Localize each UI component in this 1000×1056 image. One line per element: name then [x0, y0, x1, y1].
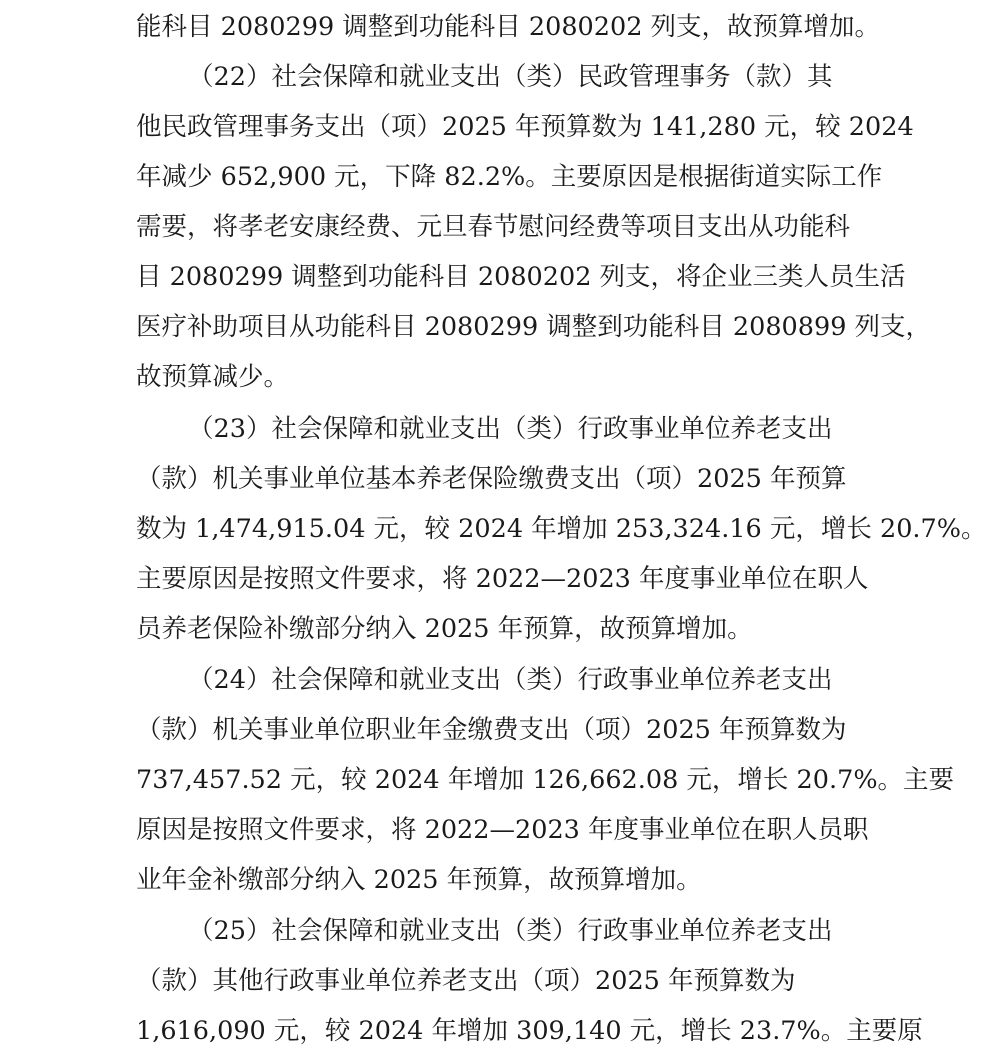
text-line: 1,616,090 元，较 2024 年增加 309,140 元，增长 23.7%。主要原	[136, 1016, 923, 1046]
text-line: （25）社会保障和就业支出（类）行政事业单位养老支出	[188, 916, 833, 946]
text-line: （款）机关事业单位基本养老保险缴费支出（项）2025 年预算	[136, 464, 847, 494]
text-line: （款）机关事业单位职业年金缴费支出（项）2025 年预算数为	[136, 715, 847, 745]
text-line: 业年金补缴部分纳入 2025 年预算，故预算增加。	[136, 865, 702, 895]
text-line: （23）社会保障和就业支出（类）行政事业单位养老支出	[188, 414, 833, 444]
text-line: 员养老保险补缴部分纳入 2025 年预算，故预算增加。	[136, 614, 753, 644]
text-line: 主要原因是按照文件要求，将 2022—2023 年度事业单位在职人	[136, 564, 869, 594]
text-line: （24）社会保障和就业支出（类）行政事业单位养老支出	[188, 665, 833, 695]
text-line: 能科目 2080299 调整到功能科目 2080202 列支，故预算增加。	[136, 12, 881, 42]
text-line: （22）社会保障和就业支出（类）民政管理事务（款）其	[188, 62, 833, 92]
text-line: 数为 1,474,915.04 元，较 2024 年增加 253,324.16 元，增长 20.7%。	[136, 514, 987, 544]
text-line: 年减少 652,900 元，下降 82.2%。主要原因是根据街道实际工作	[136, 162, 883, 192]
text-line: 医疗补助项目从功能科目 2080299 调整到功能科目 2080899 列支，	[136, 312, 932, 342]
text-line: （款）其他行政事业单位养老支出（项）2025 年预算数为	[136, 966, 796, 996]
text-line: 他民政管理事务支出（项）2025 年预算数为 141,280 元，较 2024	[136, 112, 914, 142]
text-line: 737,457.52 元，较 2024 年增加 126,662.08 元，增长 20.7%。主要	[136, 765, 955, 795]
text-line: 目 2080299 调整到功能科目 2080202 列支，将企业三类人员生活	[136, 262, 906, 292]
text-line: 需要，将孝老安康经费、元旦春节慰问经费等项目支出从功能科	[136, 212, 851, 242]
text-line: 故预算减少。	[136, 362, 290, 392]
text-line: 原因是按照文件要求，将 2022—2023 年度事业单位在职人员职	[136, 815, 869, 845]
